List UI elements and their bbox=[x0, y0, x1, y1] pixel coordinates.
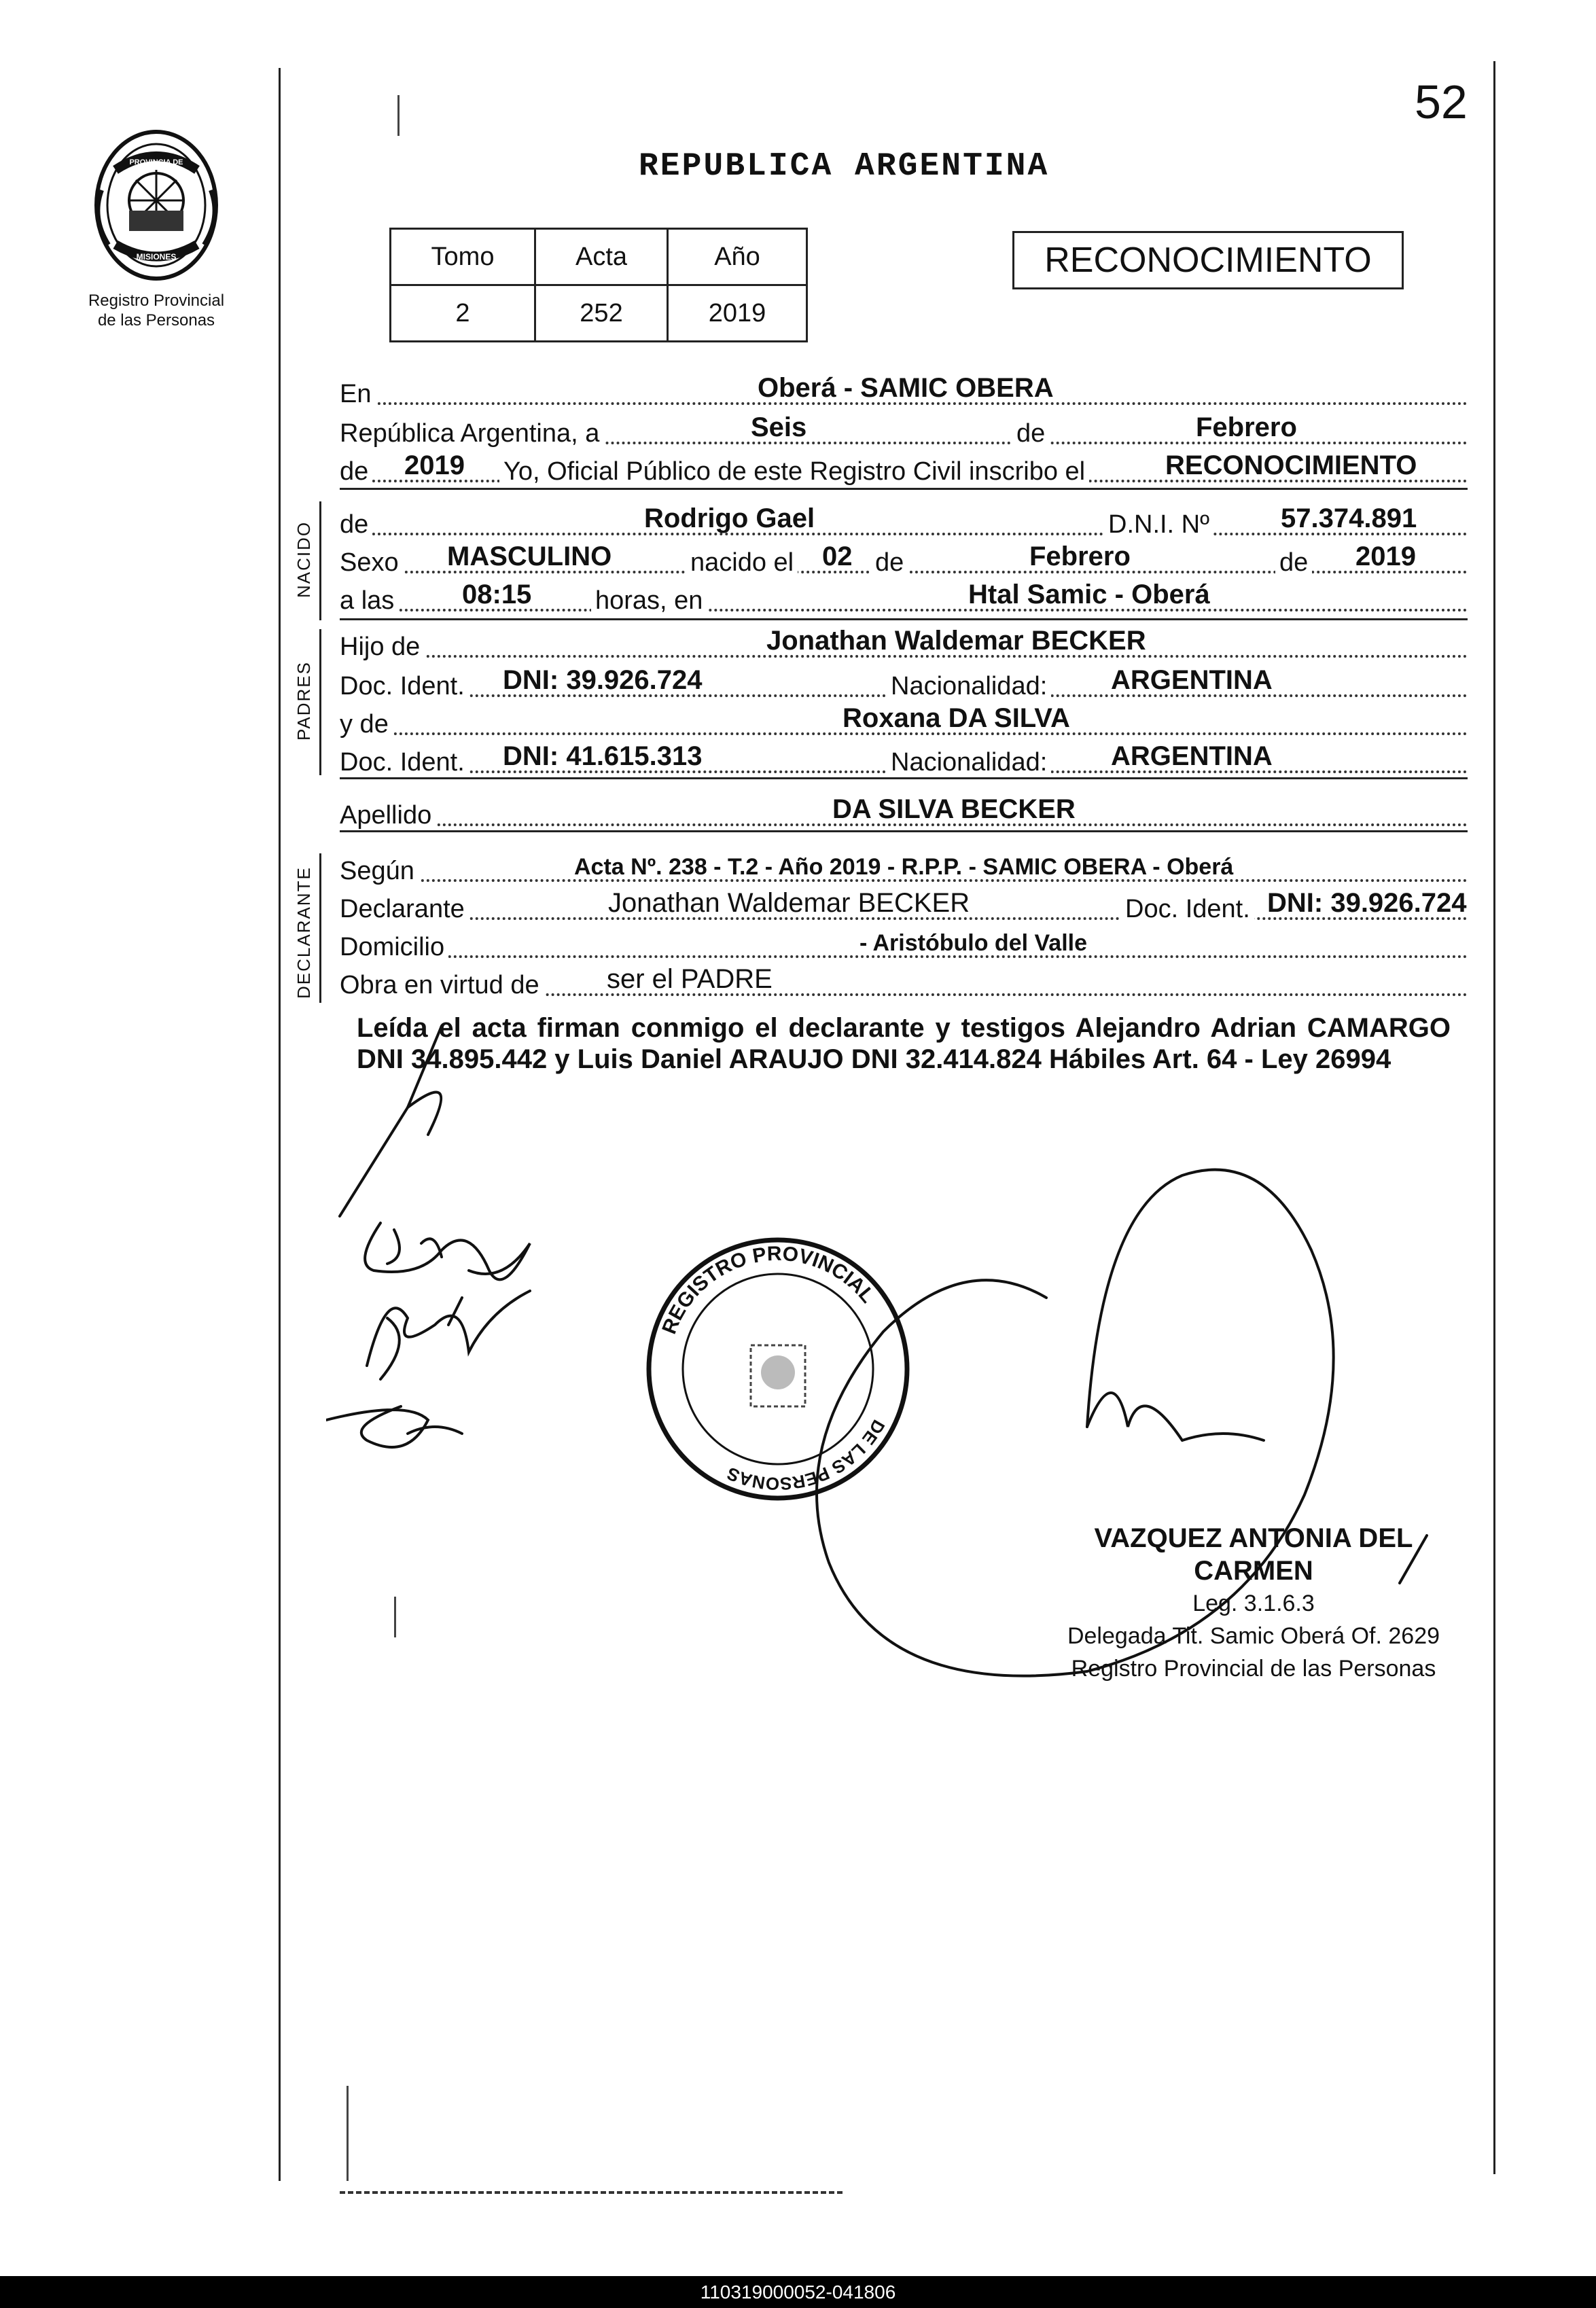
lugar-value: Htal Samic - Oberá bbox=[968, 580, 1210, 609]
padre-nac: ARGENTINA bbox=[1111, 665, 1273, 695]
hora-value: 08:15 bbox=[462, 580, 532, 609]
row-obra bbox=[340, 963, 1468, 1000]
nac-mes: Febrero bbox=[1029, 542, 1131, 571]
official-org: Registro Provincial de las Personas bbox=[1071, 1656, 1436, 1682]
oficial-text: Yo, Oficial Público de este Registro Civil inscribo el bbox=[499, 457, 1089, 486]
mes-value: Febrero bbox=[1196, 412, 1297, 442]
row-declarante bbox=[340, 887, 1468, 924]
margin-mark bbox=[397, 95, 400, 136]
margin-mark bbox=[394, 1597, 396, 1637]
provincia-de-misiones-crest-icon bbox=[88, 129, 224, 285]
padre-doc: DNI: 39.926.724 bbox=[503, 665, 703, 695]
row-madre-doc bbox=[340, 741, 1468, 777]
registry-seal-icon bbox=[642, 1233, 914, 1505]
section-divider bbox=[340, 488, 1468, 490]
header-title: REPUBLICA ARGENTINA bbox=[639, 148, 1050, 185]
hijo-label: Hijo de bbox=[340, 633, 424, 662]
nac-dia: 02 bbox=[822, 542, 853, 571]
domicilio-value: - Aristóbulo del Valle bbox=[859, 930, 1088, 956]
row-padre-doc bbox=[340, 664, 1468, 701]
de5-label: de bbox=[1275, 548, 1312, 578]
left-margin-line bbox=[279, 68, 281, 2181]
official-name: VAZQUEZ ANTONIA DEL CARMEN bbox=[1094, 1523, 1413, 1586]
en-label: En bbox=[340, 380, 375, 409]
apellido-label: Apellido bbox=[340, 801, 436, 830]
org-line1: Registro Provincial bbox=[88, 291, 225, 310]
row-apellido bbox=[340, 794, 1468, 830]
madre-value: Roxana DA SILVA bbox=[843, 703, 1070, 733]
row-nombre bbox=[340, 503, 1468, 539]
madre-doc: DNI: 41.615.313 bbox=[503, 741, 703, 771]
declarante-value: Jonathan Waldemar BECKER bbox=[608, 888, 970, 918]
side-label-declarante: DECLARANTE bbox=[294, 866, 314, 999]
logo-text-bottom: MISIONES bbox=[136, 252, 177, 262]
row-fecha bbox=[340, 412, 1468, 448]
page-number: 52 bbox=[1415, 75, 1468, 128]
declarante-doc: DNI: 39.926.724 bbox=[1267, 888, 1467, 918]
value-acta: 252 bbox=[535, 285, 668, 342]
yde-label: y de bbox=[340, 710, 393, 739]
apellido-value: DA SILVA BECKER bbox=[832, 794, 1076, 824]
inscribo-value: RECONOCIMIENTO bbox=[1165, 450, 1417, 480]
signature-block bbox=[1050, 1522, 1457, 1685]
section-divider bbox=[340, 618, 1468, 620]
header-acta: Acta bbox=[535, 229, 668, 285]
dia-value: Seis bbox=[751, 412, 807, 442]
segun-value: Acta Nº. 238 - T.2 - Año 2019 - R.P.P. - SAMIC OBERA - Oberá bbox=[574, 854, 1234, 880]
value-tomo: 2 bbox=[391, 285, 535, 342]
seal-text-top: REGISTRO PROVINCIAL bbox=[658, 1242, 879, 1338]
padre-value: Jonathan Waldemar BECKER bbox=[766, 626, 1146, 656]
segun-label: Según bbox=[340, 857, 419, 886]
row-hora bbox=[340, 579, 1468, 616]
record-table bbox=[389, 228, 808, 342]
witness-signatures bbox=[326, 999, 544, 1474]
doc3-label: Doc. Ident. bbox=[1121, 895, 1254, 924]
republica-label: República Argentina, a bbox=[340, 419, 603, 448]
closing-paragraph: Leída el acta firman conmigo el declarante y testigos Alejandro Adrian CAMARGO DNI 34.895.442 y Luis Daniel ARAUJO DNI 32.414.824 Hábiles Art. 64 - Ley 26994 bbox=[357, 1013, 1451, 1074]
obra-value: ser el PADRE bbox=[607, 964, 773, 994]
row-domicilio bbox=[340, 925, 1468, 962]
sexo-label: Sexo bbox=[340, 548, 403, 578]
right-margin-line bbox=[1493, 61, 1495, 2174]
nacido-label: nacido el bbox=[686, 548, 798, 578]
seal-text-bottom: DE LAS PERSONAS bbox=[724, 1416, 889, 1495]
section-divider bbox=[340, 777, 1468, 779]
obra-label: Obra en virtud de bbox=[340, 971, 544, 1000]
row-padre bbox=[340, 625, 1468, 662]
nac-anio: 2019 bbox=[1355, 542, 1416, 571]
sexo-value: MASCULINO bbox=[447, 542, 612, 571]
dni-label: D.N.I. Nº bbox=[1104, 510, 1213, 539]
nac1-label: Nacionalidad: bbox=[887, 672, 1051, 701]
org-name bbox=[61, 291, 251, 330]
nombre-value: Rodrigo Gael bbox=[644, 503, 815, 533]
dni-value: 57.374.891 bbox=[1281, 503, 1417, 533]
anio-value: 2019 bbox=[404, 450, 465, 480]
madre-nac: ARGENTINA bbox=[1111, 741, 1273, 771]
header-tomo: Tomo bbox=[391, 229, 535, 285]
padres-bracket bbox=[319, 629, 321, 775]
record-type-box: RECONOCIMIENTO bbox=[1012, 231, 1404, 289]
footer-code: 110319000052-041806 bbox=[0, 2276, 1596, 2308]
row-en bbox=[340, 372, 1468, 409]
logo-text-top: PROVINCIA DE bbox=[129, 158, 183, 166]
alas-label: a las bbox=[340, 586, 398, 616]
en-value: Oberá - SAMIC OBERA bbox=[758, 373, 1054, 403]
svg-text:DE LAS PERSONAS bbox=[724, 1417, 889, 1495]
nac2-label: Nacionalidad: bbox=[887, 748, 1051, 777]
side-label-padres: PADRES bbox=[294, 661, 314, 741]
row-inscribo bbox=[340, 450, 1468, 486]
row-madre bbox=[340, 703, 1468, 739]
row-segun bbox=[340, 849, 1468, 886]
section-divider bbox=[340, 830, 1468, 832]
de4-label: de bbox=[871, 548, 908, 578]
doc1-label: Doc. Ident. bbox=[340, 672, 469, 701]
margin-mark bbox=[347, 2086, 349, 2181]
side-label-nacido: NACIDO bbox=[294, 520, 314, 598]
declarante-label: Declarante bbox=[340, 895, 469, 924]
nacido-bracket bbox=[319, 501, 321, 620]
official-cargo: Delegada Tit. Samic Oberá Of. 2629 bbox=[1067, 1623, 1440, 1649]
doc2-label: Doc. Ident. bbox=[340, 748, 469, 777]
de1-label: de bbox=[1012, 419, 1049, 448]
official-legajo: Leg. 3.1.6.3 bbox=[1192, 1591, 1315, 1616]
org-line2: de las Personas bbox=[97, 311, 215, 330]
scan-artifact bbox=[340, 2191, 843, 2194]
value-anio: 2019 bbox=[668, 285, 807, 342]
declarante-bracket bbox=[319, 853, 321, 1003]
de3-label: de bbox=[340, 510, 372, 539]
domicilio-label: Domicilio bbox=[340, 933, 448, 962]
row-sexo bbox=[340, 541, 1468, 578]
horas-label: horas, en bbox=[591, 586, 707, 616]
de2-label: de bbox=[340, 457, 372, 486]
header-anio: Año bbox=[668, 229, 807, 285]
